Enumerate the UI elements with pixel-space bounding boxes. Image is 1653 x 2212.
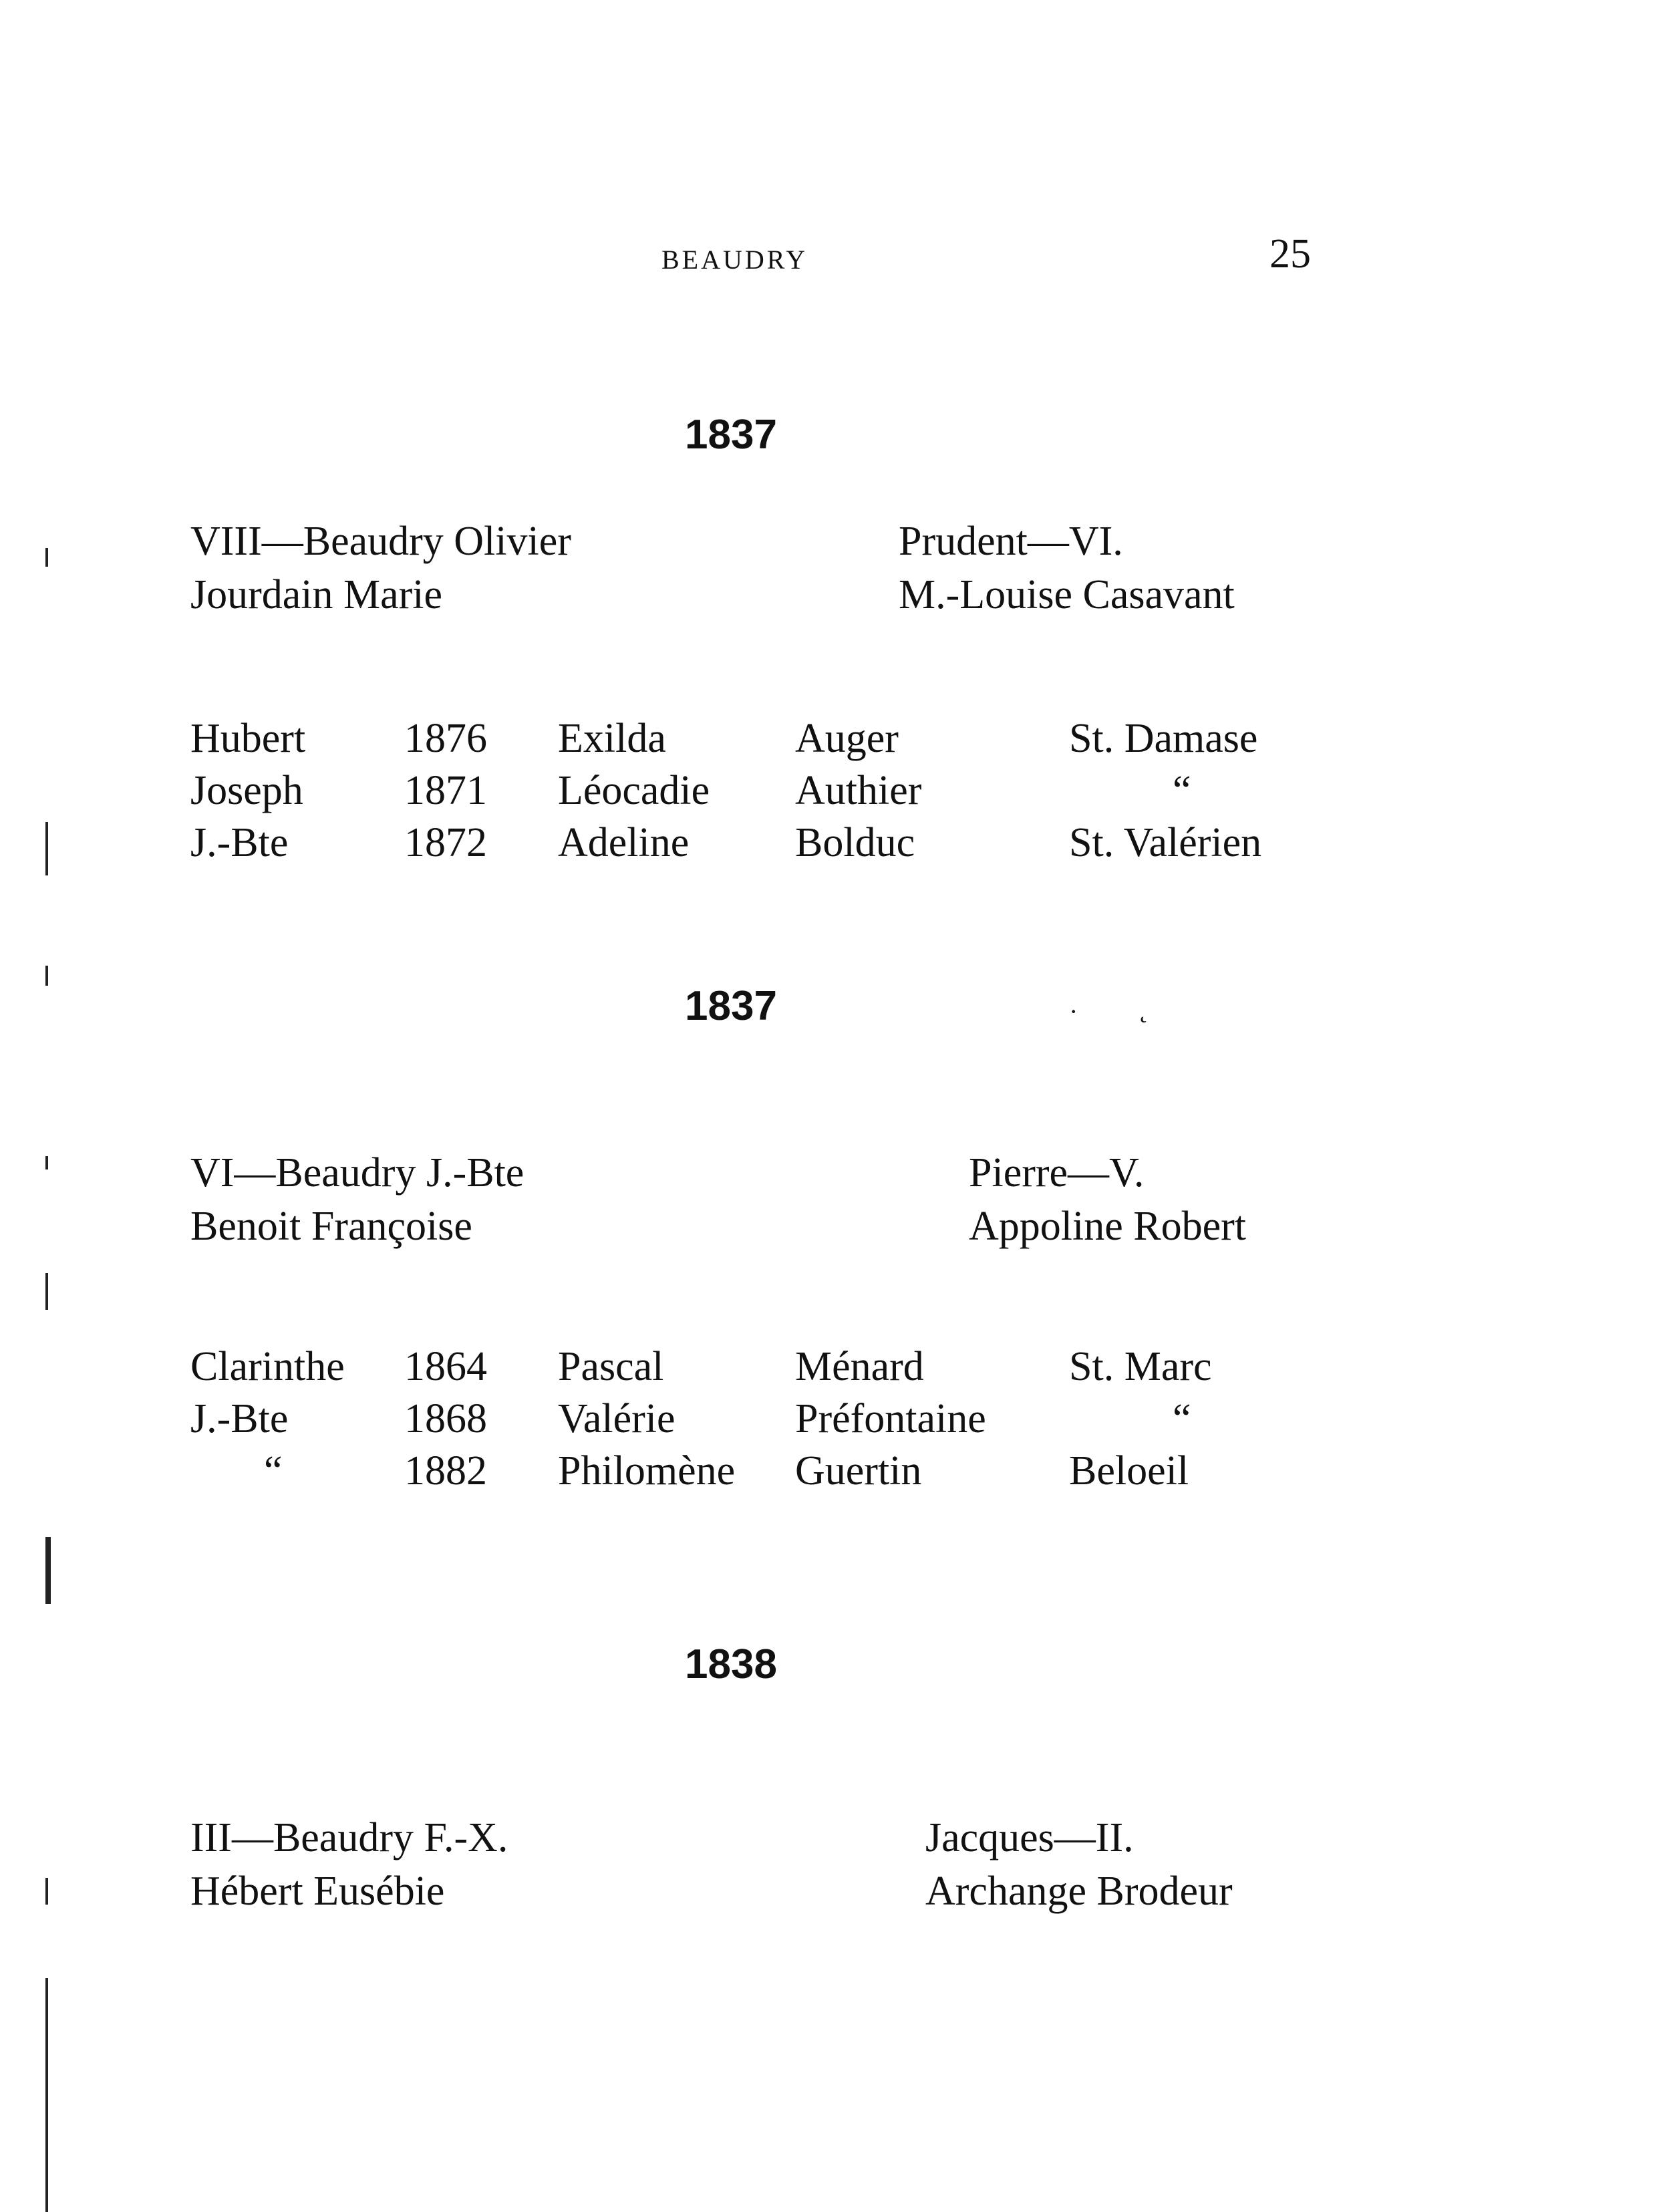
margin-mark (45, 1273, 48, 1310)
child-name: Clarinthe (190, 1344, 345, 1389)
spouse-first-name: Léocadie (558, 768, 710, 813)
marriage-year: 1876 (404, 716, 487, 761)
spouse-first-name: Valérie (558, 1396, 675, 1441)
marriage-year: 1882 (404, 1448, 487, 1494)
child-name: Joseph (190, 768, 303, 813)
child-name: Hubert (190, 716, 306, 761)
entry-year: 1837 (685, 983, 777, 1029)
spouse-first-name: Philomène (558, 1448, 736, 1494)
stray-mark: · (1069, 996, 1078, 1026)
child-name: J.-Bte (190, 820, 289, 865)
wife-parent: M.-Louise Casavant (899, 572, 1235, 617)
wife-parent: Appoline Robert (969, 1204, 1246, 1249)
spouse-first-name: Pascal (558, 1344, 664, 1389)
marriage-year: 1864 (404, 1344, 487, 1389)
wife-name: Hébert Eusébie (190, 1869, 445, 1914)
husband-name: III—Beaudry F.-X. (190, 1815, 508, 1860)
spouse-last-name: Préfontaine (795, 1396, 986, 1441)
margin-mark (45, 966, 48, 986)
running-head: BEAUDRY (661, 245, 808, 275)
margin-mark (45, 1156, 48, 1169)
parish: St. Marc (1069, 1344, 1212, 1389)
margin-mark (45, 822, 48, 875)
spouse-last-name: Ménard (795, 1344, 924, 1389)
child-name: J.-Bte (190, 1396, 289, 1441)
stray-mark: ˛ (1139, 993, 1149, 1023)
husband-parent: Jacques—II. (925, 1815, 1134, 1860)
marriage-year: 1871 (404, 768, 487, 813)
parish: St. Damase (1069, 716, 1258, 761)
husband-parent: Pierre—V. (969, 1150, 1145, 1196)
page-number: 25 (1269, 231, 1311, 277)
margin-mark (45, 548, 48, 567)
spouse-last-name: Bolduc (795, 820, 915, 865)
margin-mark (45, 1537, 51, 1604)
wife-name: Benoit Françoise (190, 1204, 472, 1249)
margin-mark (45, 1878, 48, 1905)
spouse-first-name: Adeline (558, 820, 690, 865)
parish: “ (1173, 768, 1191, 813)
spouse-last-name: Auger (795, 716, 899, 761)
wife-name: Jourdain Marie (190, 572, 443, 617)
spouse-last-name: Authier (795, 768, 922, 813)
parish: Beloeil (1069, 1448, 1189, 1494)
husband-name: VIII—Beaudry Olivier (190, 519, 571, 564)
child-name: “ (264, 1448, 283, 1494)
husband-parent: Prudent—VI. (899, 519, 1123, 564)
marriage-year: 1868 (404, 1396, 487, 1441)
wife-parent: Archange Brodeur (925, 1869, 1233, 1914)
husband-name: VI—Beaudry J.-Bte (190, 1150, 524, 1196)
spouse-first-name: Exilda (558, 716, 666, 761)
marriage-year: 1872 (404, 820, 487, 865)
margin-mark (45, 1978, 48, 2212)
parish: “ (1173, 1396, 1191, 1441)
parish: St. Valérien (1069, 820, 1262, 865)
entry-year: 1837 (685, 412, 777, 458)
spouse-last-name: Guertin (795, 1448, 922, 1494)
entry-year: 1838 (685, 1641, 777, 1687)
